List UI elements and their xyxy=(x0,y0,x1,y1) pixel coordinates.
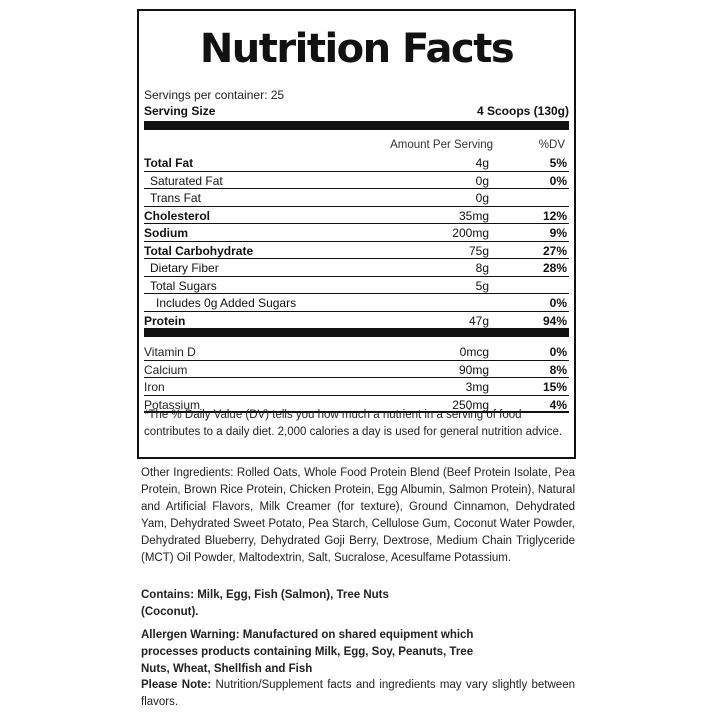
vitamin-amount: 250mg xyxy=(452,397,489,412)
nutrient-name: Total Fat xyxy=(144,156,194,170)
thick-divider xyxy=(144,328,569,337)
nutrient-amount: 5g xyxy=(475,278,489,293)
nutrient-amount: 47g xyxy=(468,313,489,328)
nutrient-dv: 27% xyxy=(542,243,567,258)
serving-size-value: 4 Scoops (130g) xyxy=(476,104,569,118)
nutrient-amount: 75g xyxy=(468,243,489,258)
nutrient-amount: 0g xyxy=(475,191,489,205)
nutrient-amount: 200mg xyxy=(452,226,489,240)
nutrient-amount: 0g xyxy=(475,173,489,188)
nutrient-dv: 28% xyxy=(542,261,567,275)
please-note-text: Nutrition/Supplement facts and ingredients may vary slightly between flavors. xyxy=(141,679,575,708)
vitamin-row-iron xyxy=(144,378,569,396)
nutrient-amount: 8g xyxy=(475,261,489,275)
please-note xyxy=(141,677,575,711)
vitamin-amount: 90mg xyxy=(458,362,489,377)
nutrient-row-dietary-fiber xyxy=(144,259,569,277)
nutrient-row-total-sugars xyxy=(144,277,569,295)
vitamin-dv: 0% xyxy=(549,345,567,359)
nutrient-dv: 5% xyxy=(549,156,567,170)
nutrient-dv: 9% xyxy=(549,226,567,240)
nutrient-table xyxy=(144,154,569,329)
vitamin-amount: 3mg xyxy=(465,380,489,394)
nutrient-amount: 4g xyxy=(475,156,489,170)
nutrient-row-protein xyxy=(144,312,569,330)
serving-size-label: Serving Size xyxy=(144,104,216,118)
servings-per-container: Servings per container: 25 xyxy=(144,88,285,102)
nutrition-facts-panel xyxy=(137,9,576,459)
nutrient-name: Trans Fat xyxy=(150,191,201,205)
nutrient-row-saturated-fat xyxy=(144,172,569,190)
vitamin-mineral-table xyxy=(144,343,569,413)
vitamin-name: Potassium xyxy=(144,397,201,412)
vitamin-name: Vitamin D xyxy=(144,345,196,359)
nutrient-name: Includes 0g Added Sugars xyxy=(156,296,297,310)
vitamin-name: Iron xyxy=(144,380,165,394)
nutrient-row-total-carbohydrate xyxy=(144,242,569,260)
allergen-warning: Allergen Warning: Manufactured on shared equipment which processes products containing Milk, Egg, Soy, Peanuts, Tree Nuts, Wheat, Shellfish and Fish xyxy=(141,629,474,675)
nutrient-name: Total Carbohydrate xyxy=(144,243,254,258)
nutrient-row-total-fat xyxy=(144,154,569,172)
nutrient-dv: 12% xyxy=(542,208,567,223)
nutrient-name: Total Sugars xyxy=(150,278,217,293)
nutrient-name: Protein xyxy=(144,313,186,328)
nutrient-amount: 35mg xyxy=(458,208,489,223)
nutrient-row-sodium xyxy=(144,224,569,242)
nutrient-dv: 94% xyxy=(542,313,567,328)
vitamin-dv: 8% xyxy=(549,362,567,377)
please-note-label: Please Note: xyxy=(141,679,212,691)
nutrient-row-cholesterol xyxy=(144,207,569,225)
dv-header: %DV xyxy=(538,139,565,151)
nutrient-name: Cholesterol xyxy=(144,208,211,223)
nutrient-row-trans-fat xyxy=(144,189,569,207)
nutrient-dv: 0% xyxy=(549,296,567,310)
other-ingredients: Other Ingredients: Rolled Oats, Whole Food Protein Blend (Beef Protein Isolate, Pea Protein, Brown Rice Protein, Chicken Protein, Egg Albumin, Salmon Protein), Natural and Artificial Flavors, Milk Creamer (for texture), Ground Cinnamon, Dehydrated Yam, Dehydrated Sweet Potato, Pea Starch, Cellulose Gum, Coconut Water Powder, Dehydrated Blueberry, Dehydrated Goji Berry, Dextrose, Medium Chain Triglyceride (MCT) Oil Powder, Maltodextrin, Salt, Sucralose, Acesulfame Potassium. xyxy=(141,467,575,564)
column-header xyxy=(144,139,569,153)
vitamin-dv: 15% xyxy=(542,380,567,394)
nutrient-name: Sodium xyxy=(144,226,188,240)
serving-size-row xyxy=(144,104,569,118)
nutrient-name: Dietary Fiber xyxy=(150,261,219,275)
contains-statement: Contains: Milk, Egg, Fish (Salmon), Tree Nuts (Coconut). xyxy=(141,589,389,618)
vitamin-dv: 4% xyxy=(549,397,567,412)
thick-divider xyxy=(144,121,569,130)
vitamin-name: Calcium xyxy=(144,362,188,377)
nutrient-dv: 0% xyxy=(549,173,567,188)
vitamin-row-calcium xyxy=(144,361,569,379)
amount-per-serving-header: Amount Per Serving xyxy=(390,139,493,151)
vitamin-amount: 0mcg xyxy=(459,345,489,359)
daily-value-footnote: *The % Daily Value (DV) tells you how much a nutrient in a serving of food contributes to a daily diet. 2,000 calories a day is used for general nutrition advice. xyxy=(144,409,563,438)
nutrient-name: Saturated Fat xyxy=(150,173,223,188)
nutrition-facts-title: Nutrition Facts xyxy=(199,26,514,72)
vitamin-row-vitamin-d xyxy=(144,343,569,361)
nutrient-row-added-sugars xyxy=(144,294,569,312)
